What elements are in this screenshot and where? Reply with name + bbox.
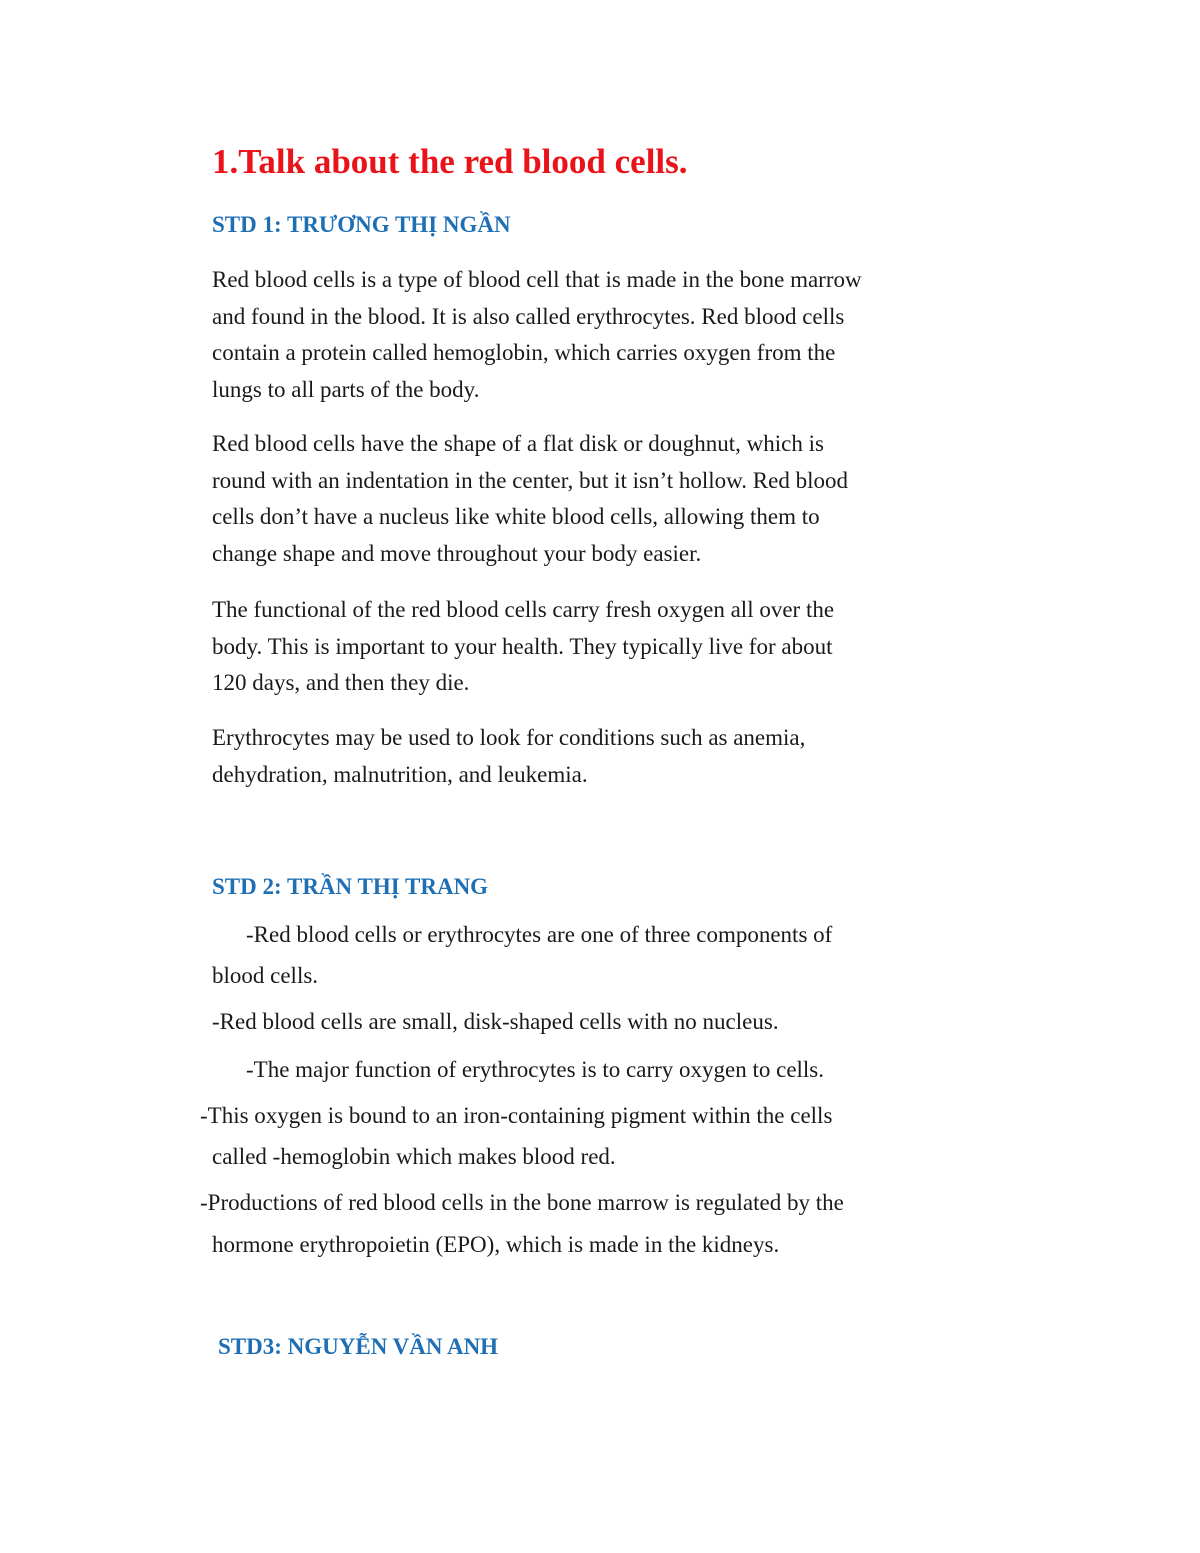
std2-line: blood cells. [212, 963, 319, 988]
std2-line: -Productions of red blood cells in the bone marrow is regulated by the [200, 1190, 844, 1215]
text-line: Erythrocytes may be used to look for conditions such as anemia, [212, 725, 806, 750]
std2-line: -Red blood cells or erythrocytes are one of three components of [246, 922, 833, 947]
text-line: round with an indentation in the center, but it isn’t hollow. Red blood [212, 467, 848, 493]
text-line: Red blood cells have the shape of a flat disk or doughnut, which is [212, 431, 824, 456]
std2-line: hormone erythropoietin (EPO), which is made in the kidneys. [212, 1232, 780, 1257]
text-line: change shape and move throughout your body easier. [212, 540, 702, 566]
std1-paragraph-1 [212, 262, 1002, 408]
text-line: body. This is important to your health. They typically live for about [212, 633, 833, 659]
std1-heading: STD 1: TRƯƠNG THỊ NGẦN [212, 212, 511, 237]
document-title: 1.Talk about the red blood cells. [212, 142, 688, 181]
std2-line: called -hemoglobin which makes blood red. [212, 1144, 616, 1169]
text-line: contain a protein called hemoglobin, which carries oxygen from the [212, 340, 836, 365]
std2-line: -This oxygen is bound to an iron-containing pigment within the cells [200, 1103, 833, 1128]
text-line: 120 days, and then they die. [212, 670, 470, 695]
std1-paragraph-2 [212, 426, 1002, 572]
std2-heading: STD 2: TRẦN THỊ TRANG [212, 874, 489, 899]
text-line: lungs to all parts of the body. [212, 376, 480, 402]
text-line: dehydration, malnutrition, and leukemia. [212, 761, 588, 787]
text-line: The functional of the red blood cells carry fresh oxygen all over the [212, 597, 835, 622]
std3-heading: STD3: NGUYỄN VẦN ANH [218, 1334, 499, 1359]
text-line: and found in the blood. It is also called erythrocytes. Red blood cells [212, 303, 845, 329]
std2-line: -Red blood cells are small, disk-shaped cells with no nucleus. [212, 1009, 779, 1034]
std2-line: -The major function of erythrocytes is to carry oxygen to cells. [246, 1057, 825, 1082]
text-line: cells don’t have a nucleus like white blood cells, allowing them to [212, 504, 820, 529]
std1-paragraph-3 [212, 592, 1002, 702]
text-line: Red blood cells is a type of blood cell that is made in the bone marrow [212, 267, 862, 292]
std1-paragraph-4 [212, 720, 1002, 793]
